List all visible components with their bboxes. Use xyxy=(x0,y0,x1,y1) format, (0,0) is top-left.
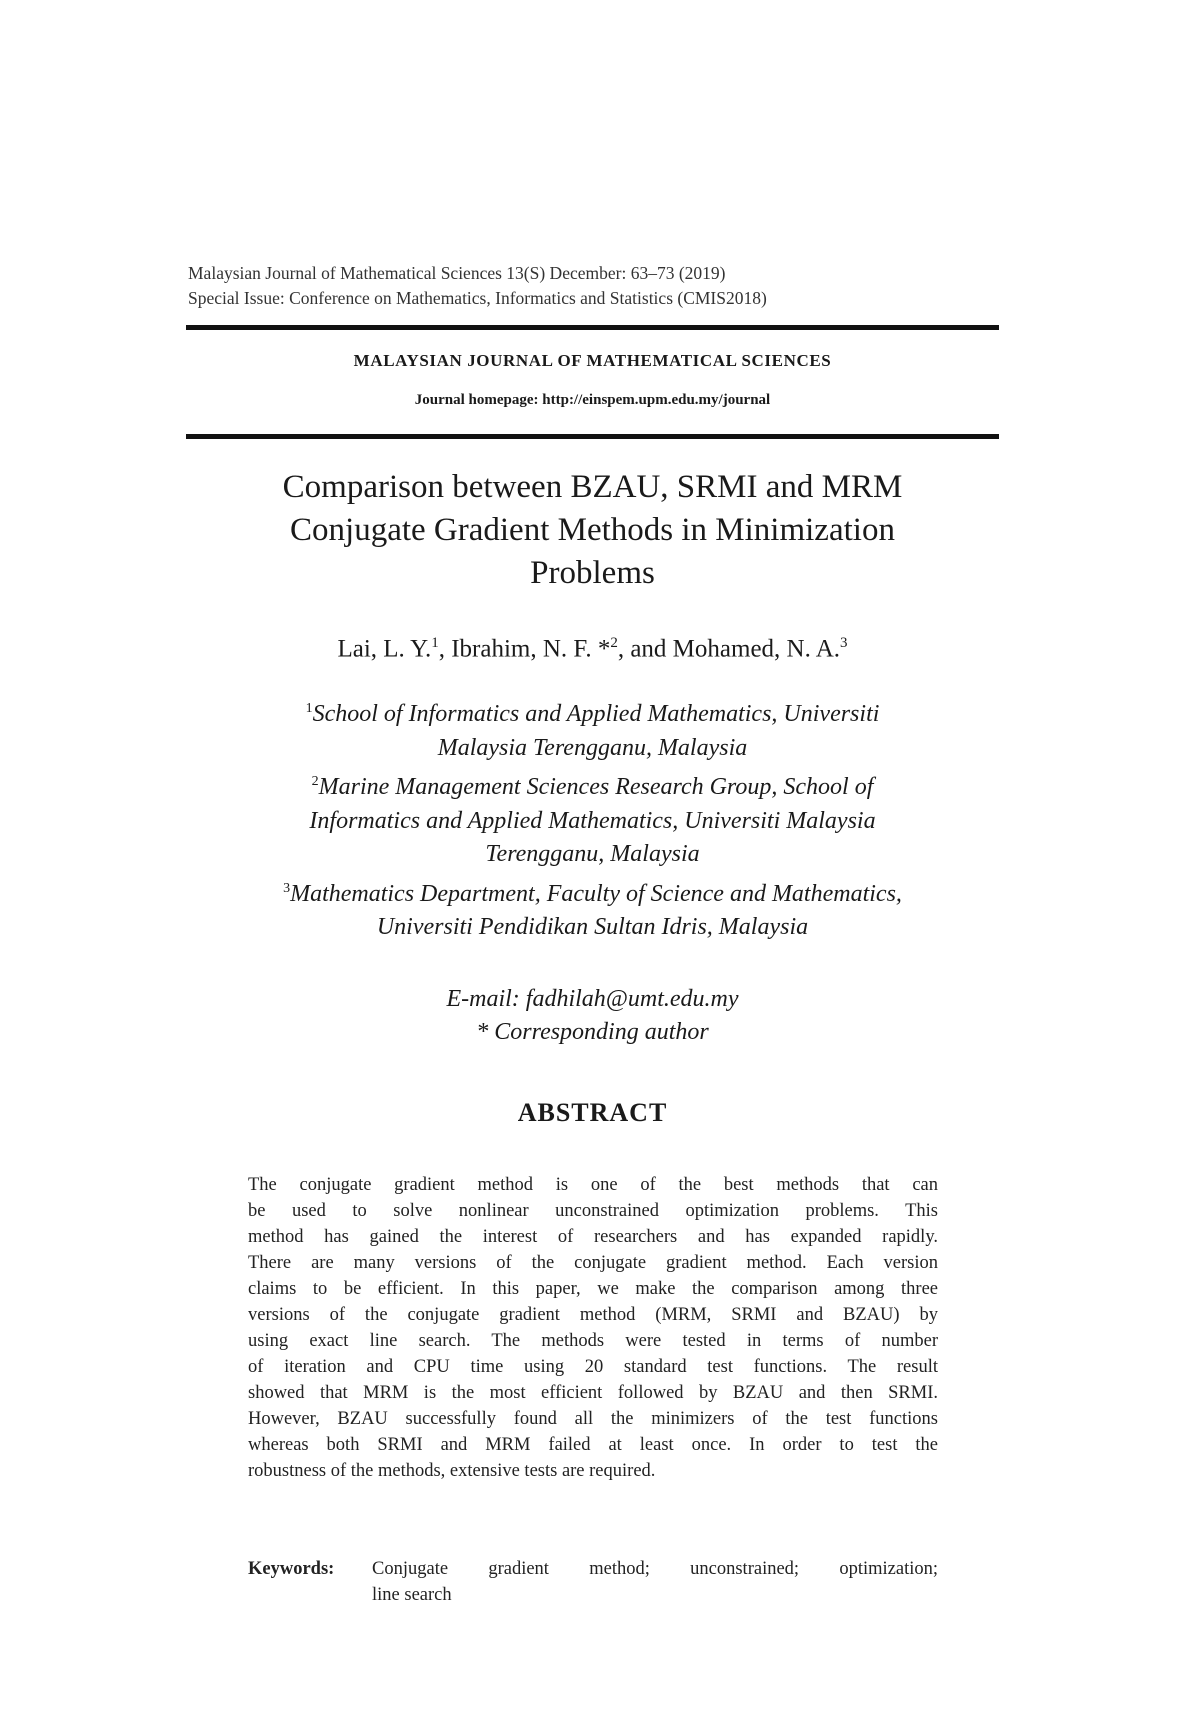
journal-citation xyxy=(188,261,1008,311)
title-line: Comparison between BZAU, SRMI and MRM xyxy=(282,469,903,505)
affiliation-text: School of Informatics and Applied Mathematics, Universiti xyxy=(312,701,880,727)
author-affiliation-mark: 3 xyxy=(840,635,848,651)
abstract-body xyxy=(248,1172,938,1484)
corresponding-author-note: * Corresponding author xyxy=(476,1019,709,1045)
affiliation-line xyxy=(186,692,999,732)
affiliation-mark: 2 xyxy=(311,774,319,789)
author-list xyxy=(186,635,999,663)
affiliations xyxy=(186,692,999,945)
keywords-line: Conjugate gradient method; unconstrained; optimization; xyxy=(372,1559,938,1579)
journal-name: MALAYSIAN JOURNAL OF MATHEMATICAL SCIENCES xyxy=(353,351,832,370)
top-rule xyxy=(186,325,999,330)
affiliation-line: Universiti Pendidikan Sultan Idris, Malaysia xyxy=(376,914,809,940)
author-name: Lai, L. Y. xyxy=(337,635,432,663)
author-name: , and Mohamed, N. A. xyxy=(617,635,841,663)
affiliation-line xyxy=(186,765,999,805)
abstract-line: claims to be efficient. In this paper, we make the comparison among three xyxy=(248,1279,938,1299)
affiliation-line xyxy=(186,872,999,912)
contact-info xyxy=(186,983,999,1049)
affiliation-text: Marine Management Sciences Research Group, School of xyxy=(318,774,874,800)
abstract-heading: ABSTRACT xyxy=(517,1098,668,1127)
abstract-line: There are many versions of the conjugate gradient method. Each version xyxy=(248,1253,938,1273)
abstract-line: method has gained the interest of researchers and has expanded rapidly. xyxy=(248,1227,938,1247)
abstract-line: showed that MRM is the most efficient followed by BZAU and then SRMI. xyxy=(248,1383,938,1403)
keywords-text xyxy=(372,1556,938,1608)
bottom-rule xyxy=(186,434,999,439)
affiliation-text: Mathematics Department, Faculty of Science and Mathematics, xyxy=(290,880,902,907)
abstract-line: whereas both SRMI and MRM failed at least once. In order to test the xyxy=(248,1435,938,1455)
affiliation-mark: 1 xyxy=(305,701,313,716)
journal-citation-line: Malaysian Journal of Mathematical Sciences 13(S) December: 63–73 (2019) xyxy=(188,263,726,283)
abstract-line: using exact line search. The methods were tested in terms of number xyxy=(248,1331,938,1351)
keywords-label: Keywords: xyxy=(248,1559,335,1579)
affiliation-line: Informatics and Applied Mathematics, Universiti Malaysia xyxy=(309,807,876,834)
journal-homepage: Journal homepage: http://einspem.upm.edu.my/journal xyxy=(414,392,771,408)
title-line: Conjugate Gradient Methods in Minimization xyxy=(290,512,895,548)
author-name: , Ibrahim, N. F. * xyxy=(438,635,611,663)
journal-citation-line: Special Issue: Conference on Mathematics, Informatics and Statistics (CMIS2018) xyxy=(188,288,767,308)
keywords-line: line search xyxy=(372,1585,452,1605)
affiliation-line: Terengganu, Malaysia xyxy=(485,841,700,867)
affiliation-mark: 3 xyxy=(283,880,291,896)
abstract-line: However, BZAU successfully found all the minimizers of the test functions xyxy=(248,1409,938,1429)
paper-title xyxy=(186,466,999,595)
abstract-line: The conjugate gradient method is one of the best methods that can xyxy=(248,1175,938,1195)
abstract-line: be used to solve nonlinear unconstrained optimization problems. This xyxy=(248,1201,938,1221)
author-affiliation-mark: 2 xyxy=(610,635,618,651)
affiliation-line: Malaysia Terengganu, Malaysia xyxy=(437,734,748,761)
title-line: Problems xyxy=(530,555,655,591)
email-line: E-mail: fadhilah@umt.edu.my xyxy=(446,986,739,1012)
abstract-line: robustness of the methods, extensive tests are required. xyxy=(248,1461,656,1481)
author-affiliation-mark: 1 xyxy=(431,635,439,651)
abstract-line: versions of the conjugate gradient method (MRM, SRMI and BZAU) by xyxy=(248,1305,938,1325)
abstract-line: of iteration and CPU time using 20 standard test functions. The result xyxy=(248,1357,938,1377)
